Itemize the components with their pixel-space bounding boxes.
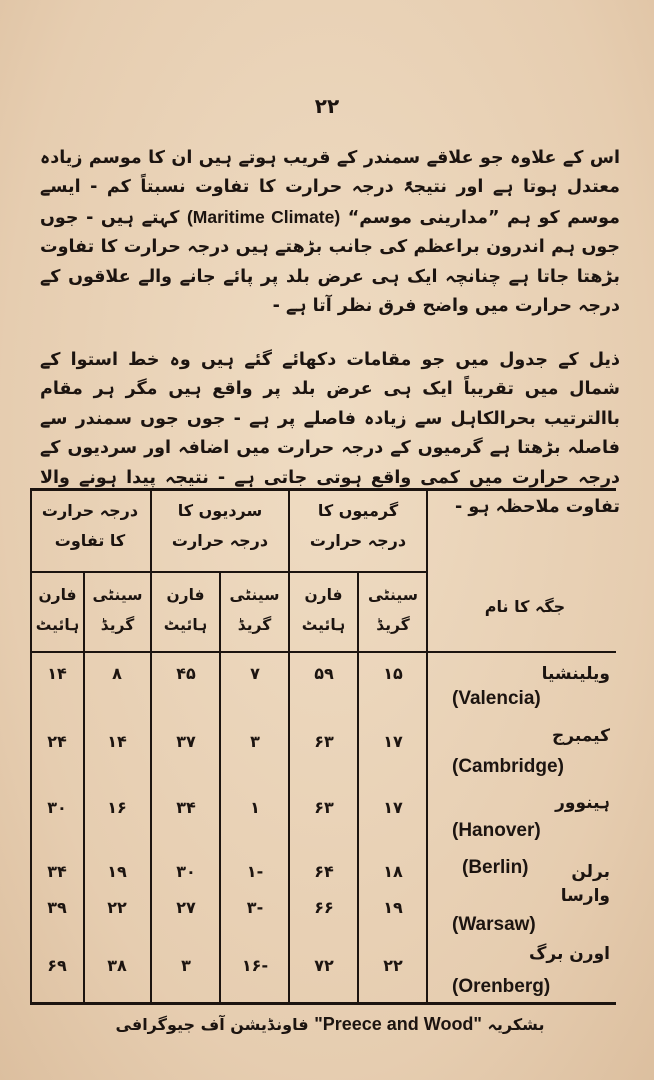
summer-header-line2: درجہ حرارت (309, 531, 407, 550)
place-urdu: ویلینشیا (541, 664, 610, 684)
unit-header-range-c (85, 580, 150, 640)
value-summer-c: ۱۹ (383, 898, 403, 917)
value-summer-c: ۲۲ (383, 956, 403, 975)
value-summer-f: ۶۴ (314, 862, 334, 881)
value-winter-f: ۳۷ (176, 732, 196, 751)
unit-header-winter-c (221, 580, 288, 640)
value-summer-f: ۵۹ (314, 664, 334, 683)
value-summer-f: ۶۳ (314, 732, 334, 751)
place-english: (Hanover) (452, 820, 541, 841)
credit-part2: فاونڈیشن آف جیوگرافی (115, 1015, 315, 1034)
unit-header-summer-f (290, 580, 357, 640)
winter-temp-header (154, 496, 286, 556)
unit-line1: فارن (304, 586, 343, 604)
value-summer-c: ۱۸ (383, 862, 403, 881)
paragraph1-part2: کہتے ہیں - جوں جوں ہم اندرون براعظم کی جانب بڑھتے ہیں درجہ حرارت کا تفاوت بڑھتا جاتا ہے چنانچہ ایک ہی عرض بلد پر پائے جانے والے علاقوں کے درجہ حرارت میں واضح فرق نظر آتا ہے - (40, 207, 620, 316)
place-english: (Orenberg) (452, 976, 551, 997)
place-urdu: ہینوور (555, 793, 610, 813)
table-bottom-rule (30, 1002, 616, 1005)
value-range-c: ۳۸ (107, 956, 127, 975)
place-urdu: برلن (571, 862, 610, 882)
source-credit (60, 1014, 600, 1035)
value-summer-c: ۱۷ (383, 798, 403, 817)
paragraph-table-intro: ذیل کے جدول میں جو مقامات دکھائے گئے ہیں وہ خط استوا کے شمال میں تقریباً ایک ہی عرض بلد پر واقع ہیں مگر ہر مقام باالترتیب بحرالکاہل سے زیادہ فاصلے پر ہے - جوں جوں سمندر سے فاصلہ بڑھتا ہے گرمیوں کے درجہ حرارت میں اضافہ اور سردیوں کے درجہ حرارت میں کمی واقع ہوتی جاتی ہے - نتیجہ پیدا ہونے والا تفاوت ملاحظہ ہو - (40, 349, 620, 517)
place-urdu: کیمبرج (552, 726, 610, 746)
paragraph1-part1: اس کے علاوہ جو علاقے سمندر کے قریب ہوتے ہیں ان کا موسم زیادہ معتدل ہوتا ہے اور نتیجۃً درجہ حرارت کا تفاوت نسبتاً کم - ایسے موسم کو ہم ”مدارینی موسم“ (40, 147, 620, 228)
paragraph1-english-term: (Maritime Climate) (186, 206, 341, 227)
value-range-c: ۲۲ (107, 898, 127, 917)
value-range-c: ۸ (112, 664, 122, 683)
place-english: (Warsaw) (452, 914, 536, 935)
unit-line2: گریڈ (100, 616, 135, 634)
value-winter-f: ۳۴ (176, 798, 196, 817)
place-urdu: اورن برگ (529, 944, 610, 964)
unit-rule-1 (357, 572, 359, 1004)
unit-line1: فارن (166, 586, 205, 604)
value-range-c: ۱۹ (107, 862, 127, 881)
unit-header-summer-c (360, 580, 426, 640)
value-winter-c: -۱ (246, 862, 264, 881)
unit-line2: گریڈ (376, 616, 410, 634)
unit-header-range-f (32, 580, 83, 640)
unit-line1: سینٹی (229, 586, 280, 604)
temp-range-header (32, 496, 148, 556)
unit-line2: گریڈ (237, 616, 272, 634)
unit-line2: ہائیٹ (163, 616, 208, 634)
value-range-c: ۱۶ (107, 798, 127, 817)
place-english: (Valencia) (452, 688, 541, 709)
page-number: ۲۲ (314, 94, 340, 118)
range-header-line1: درجہ حرارت (41, 501, 139, 520)
place-english: (Berlin) (462, 857, 529, 878)
value-winter-c: ۳ (250, 732, 260, 751)
unit-line1: سینٹی (92, 586, 143, 604)
value-summer-c: ۱۵ (383, 664, 403, 683)
value-summer-f: ۷۲ (314, 956, 334, 975)
value-winter-f: ۴۵ (176, 664, 196, 683)
value-winter-f: ۳ (181, 956, 191, 975)
value-range-f: ۳۹ (47, 898, 67, 917)
value-winter-c: ۷ (250, 664, 260, 683)
value-winter-c: ۱ (250, 798, 260, 817)
value-summer-f: ۶۶ (314, 898, 334, 917)
credit-english: "Preece and Wood" (314, 1014, 482, 1034)
value-range-f: ۳۰ (47, 798, 67, 817)
value-range-f: ۲۴ (47, 732, 67, 751)
unit-line2: ہائیٹ (301, 616, 346, 634)
winter-header-line2: درجہ حرارت (171, 531, 269, 550)
value-summer-f: ۶۳ (314, 798, 334, 817)
paragraph-maritime-climate (40, 144, 620, 322)
value-winter-f: ۳۰ (176, 862, 196, 881)
place-name-header: جگہ کا نام (484, 597, 566, 616)
unit-line2: ہائیٹ (35, 616, 80, 634)
value-range-c: ۱۴ (107, 732, 127, 751)
place-urdu: وارسا (560, 886, 610, 906)
value-winter-c: -۱۶ (241, 956, 269, 975)
unit-line1: سینٹی (368, 586, 418, 604)
value-range-f: ۶۹ (47, 956, 67, 975)
unit-line1: فارن (38, 586, 77, 604)
winter-header-line1: سردیوں کا (177, 501, 263, 520)
value-range-f: ۳۴ (47, 862, 67, 881)
table-top-rule (30, 488, 616, 491)
table-group-rule (30, 571, 428, 573)
range-header-line2: کا تفاوت (54, 531, 126, 550)
value-winter-c: -۳ (246, 898, 264, 917)
summer-temp-header (292, 496, 424, 556)
value-range-f: ۱۴ (47, 664, 67, 683)
summer-header-line1: گرمیوں کا (317, 501, 399, 520)
table-header-rule (30, 651, 616, 653)
value-winter-f: ۲۷ (176, 898, 196, 917)
credit-part1: بشکریہ (481, 1015, 545, 1034)
place-english: (Cambridge) (452, 756, 564, 777)
value-summer-c: ۱۷ (383, 732, 403, 751)
unit-header-winter-f (152, 580, 219, 640)
